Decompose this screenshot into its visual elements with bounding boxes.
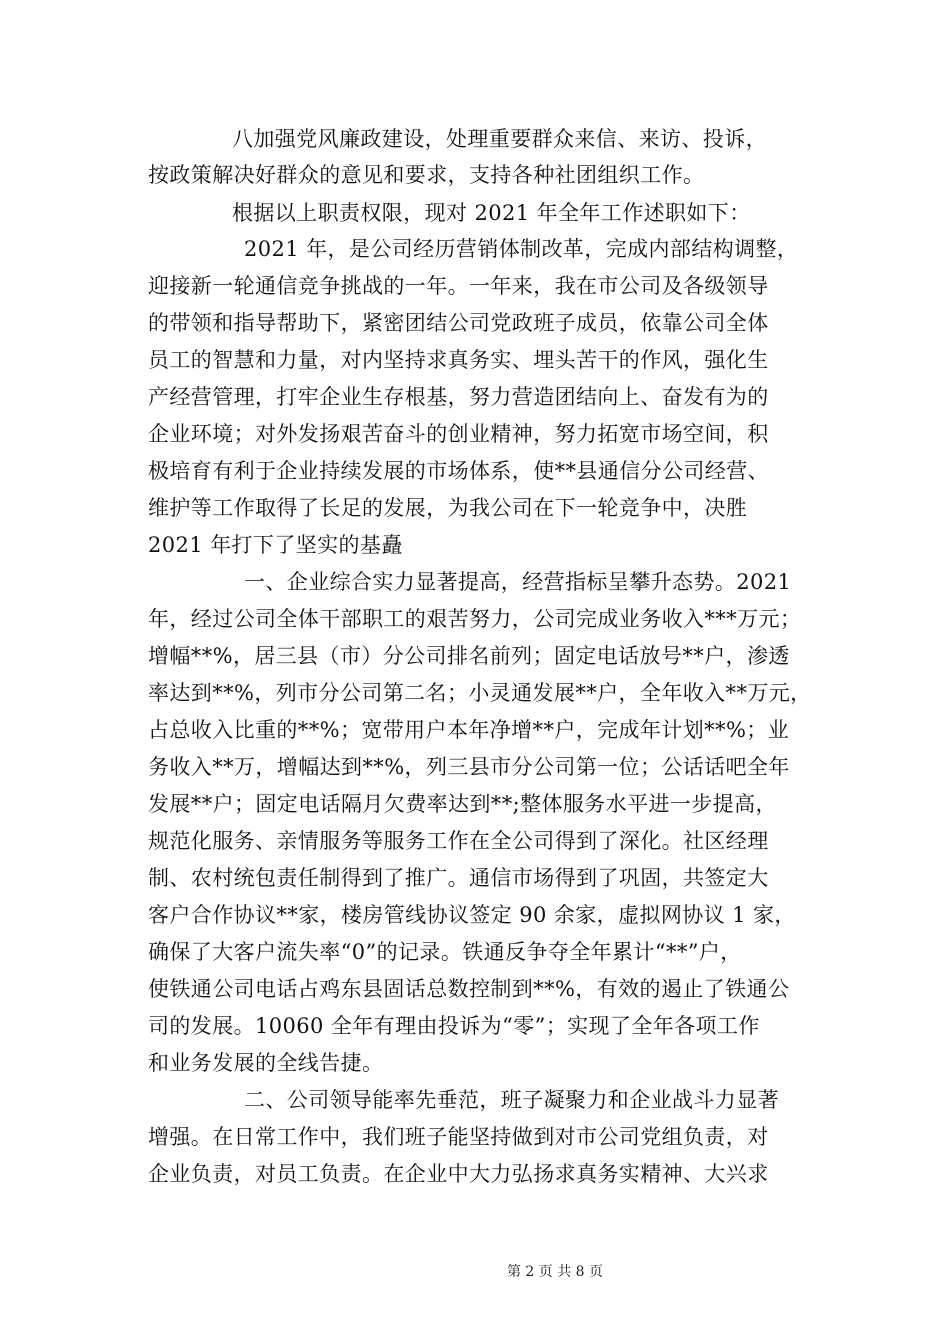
text-line: 发展**户；固定电话隔月欠费率达到**;整体服务水平进一步提高， [148, 792, 777, 816]
text-line: 客户合作协议**家，楼房管线协议签定 90 余家，虚拟网协议 1 家， [148, 903, 796, 927]
text-line: 迎接新一轮通信竞争挑战的一年。一年来，我在市公司及各级领导 [148, 274, 769, 298]
text-line: 维护等工作取得了长足的发展，为我公司在下一轮竞争中，决胜 [148, 496, 748, 520]
text-line: 二、公司领导能率先垂范，班子凝聚力和企业战斗力显著 [244, 1088, 779, 1112]
text-line: 员工的智慧和力量，对内坚持求真务实、埋头苦干的作风，强化生 [148, 348, 769, 372]
text-line: 产经营管理，打牢企业生存根基，努力营造团结向上、奋发有为的 [148, 385, 769, 409]
text-line: 增强。在日常工作中，我们班子能坚持做到对市公司党组负责，对 [148, 1125, 769, 1149]
text-line: 的带领和指导帮助下，紧密团结公司党政班子成员，依靠公司全体 [148, 311, 769, 335]
text-line: 制、农村统包责任制得到了推广。通信市场得到了巩固，共签定大 [148, 866, 769, 890]
text-line: 务收入**万，增幅达到**%，列三县市分公司第一位；公话话吧全年 [148, 755, 790, 779]
text-line: 使铁通公司电话占鸡东县固话总数控制到**%，有效的遏止了铁通公 [148, 977, 790, 1001]
text-line: 2021 年，是公司经历营销体制改革，完成内部结构调整， [244, 237, 799, 261]
text-line: 企业环境；对外发扬艰苦奋斗的创业精神，努力拓宽市场空间，积 [148, 422, 769, 446]
text-line: 司的发展。10060 全年有理由投诉为“零”；实现了全年各项工作 [148, 1014, 760, 1038]
text-line: 确保了大客户流失率“0”的记录。铁通反争夺全年累计“**”户， [148, 940, 742, 964]
text-line: 和业务发展的全线告捷。 [148, 1051, 384, 1075]
text-line: 根据以上职责权限，现对 2021 年全年工作述职如下： [232, 201, 751, 225]
text-line: 规范化服务、亲情服务等服务工作在全公司得到了深化。社区经理 [148, 829, 769, 853]
text-line: 企业负责，对员工负责。在企业中大力弘扬求真务实精神、大兴求 [148, 1162, 769, 1186]
text-line: 按政策解决好群众的意见和要求，支持各种社团组织工作。 [148, 163, 705, 187]
text-line: 占总收入比重的**%；宽带用户本年净增**户，完成年计划**%；业 [148, 718, 790, 742]
text-line: 2021 年打下了坚实的基矗 [148, 533, 403, 557]
text-line: 增幅**%，居三县（市）分公司排名前列；固定电话放号**户，渗透 [148, 644, 790, 668]
text-line: 年，经过公司全体干部职工的艰苦努力，公司完成业务收入***万元； [148, 607, 802, 631]
text-line: 极培育有利于企业持续发展的市场体系，使**县通信分公司经营、 [148, 459, 769, 483]
text-line: 率达到**%，列市分公司第二名；小灵通发展**户，全年收入**万元， [148, 681, 812, 705]
page-number-footer: 第 2 页 共 8 页 [506, 1264, 604, 1280]
text-line: 一、企业综合实力显著提高，经营指标呈攀升态势。2021 [244, 570, 792, 594]
text-line: 八加强党风廉政建设，处理重要群众来信、来访、投诉， [232, 127, 767, 151]
